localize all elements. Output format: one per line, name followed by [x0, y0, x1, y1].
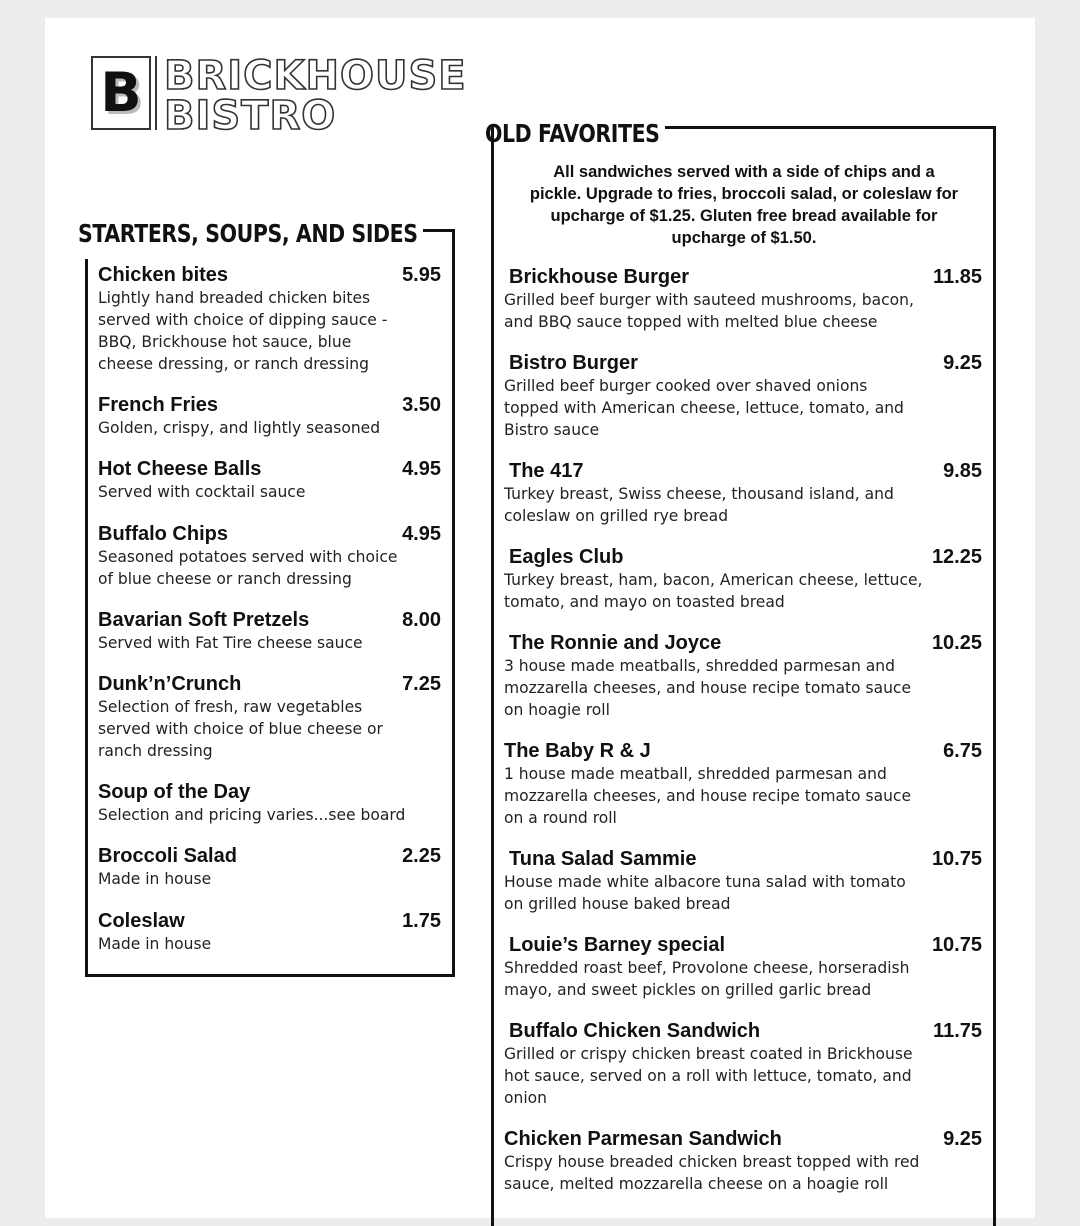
favorites-note [505, 161, 983, 249]
menu-item-price: 11.85 [933, 266, 982, 288]
menu-item-description: Grilled beef burger with sauteed mushrooms, bacon, [504, 290, 914, 309]
logo-mark-box [91, 56, 151, 130]
menu-item-description: Selection and pricing varies...see board [98, 805, 406, 824]
menu-page [45, 18, 1035, 1218]
menu-item-description: tomato, and mayo on toasted bread [504, 592, 785, 611]
logo-mark: B [100, 61, 142, 124]
menu-item-name: Soup of the Day [98, 781, 251, 803]
menu-item-description: Crispy house breaded chicken breast topped with red [504, 1152, 920, 1171]
favorites-note-line: pickle. Upgrade to fries, broccoli salad, or coleslaw for [529, 185, 959, 203]
menu-item [98, 781, 441, 826]
menu-item-description: mayo, and sweet pickles on grilled garlic bread [504, 980, 872, 999]
menu-item-header [504, 848, 982, 871]
menu-item-header [504, 546, 982, 569]
menu-item-name: Chicken bites [98, 264, 229, 286]
menu-item [98, 523, 441, 590]
menu-item-price: 9.85 [943, 460, 982, 482]
menu-item-name: French Fries [98, 394, 219, 416]
menu-item [98, 458, 441, 503]
menu-item-name: Tuna Salad Sammie [509, 848, 697, 870]
menu-item [504, 632, 982, 721]
menu-item [504, 1020, 982, 1109]
menu-item [504, 266, 982, 333]
menu-item-description: Bistro sauce [504, 420, 600, 439]
logo-divider [155, 56, 157, 130]
menu-item-description: Served with cocktail sauce [98, 482, 306, 501]
menu-item-description: House made white albacore tuna salad with tomato [504, 872, 906, 891]
menu-item-name: The 417 [509, 460, 584, 482]
menu-item-header [98, 910, 441, 933]
menu-item-header [504, 1020, 982, 1043]
menu-item-header [98, 264, 441, 287]
menu-item-price: 2.25 [402, 845, 441, 867]
menu-item-price: 10.75 [931, 848, 982, 870]
menu-item-header [504, 460, 982, 483]
menu-item-price: 9.25 [943, 352, 982, 374]
menu-item-header [504, 1128, 982, 1151]
menu-item [504, 1128, 982, 1195]
menu-item-header [504, 934, 982, 957]
menu-item-header [98, 523, 441, 546]
menu-item-description: hot sauce, served on a roll with lettuce, tomato, and [504, 1066, 912, 1085]
menu-item [504, 546, 982, 613]
menu-item-description: on grilled house baked bread [504, 894, 731, 913]
favorites-title: OLD FAVORITES [485, 119, 660, 148]
menu-item-description: onion [504, 1088, 547, 1107]
menu-item-header [504, 266, 982, 289]
menu-item-description: Seasoned potatoes served with choice [98, 547, 398, 566]
menu-item-description: Served with Fat Tire cheese sauce [98, 633, 363, 652]
menu-item-description: Shredded roast beef, Provolone cheese, horseradish [504, 958, 910, 977]
favorites-note-line: upcharge of $1.50. [671, 229, 817, 247]
menu-item-description: mozzarella cheeses, and house recipe tomato sauce [504, 786, 912, 805]
menu-item-description: Selection of fresh, raw vegetables [98, 697, 363, 716]
menu-item-description: ranch dressing [98, 741, 213, 760]
menu-item-description: topped with American cheese, lettuce, tomato, and [504, 398, 904, 417]
menu-item-name: Eagles Club [509, 546, 624, 568]
menu-item-header [98, 673, 441, 696]
menu-item-header [504, 352, 982, 375]
menu-item [98, 673, 441, 762]
menu-item-name: Buffalo Chicken Sandwich [509, 1020, 761, 1042]
menu-item-name: Chicken Parmesan Sandwich [504, 1128, 782, 1150]
starters-frame-corner [452, 229, 455, 261]
menu-item-name: The Baby R & J [504, 740, 651, 762]
menu-item-description: coleslaw on grilled rye bread [504, 506, 729, 525]
menu-item [98, 264, 441, 375]
favorites-note-line: All sandwiches served with a side of chips and a [553, 163, 935, 181]
favorites-note-line: upcharge of $1.25. Gluten free bread available for [550, 207, 938, 225]
starters-title: STARTERS, SOUPS, AND SIDES [78, 219, 418, 248]
menu-item [504, 740, 982, 829]
menu-item-description: Made in house [98, 934, 212, 953]
menu-item-name: Buffalo Chips [98, 523, 228, 545]
menu-item-description: mozzarella cheeses, and house recipe tomato sauce [504, 678, 912, 697]
menu-item-name: Louie’s Barney special [509, 934, 726, 956]
menu-item-description: served with choice of blue cheese or [98, 719, 383, 738]
starters-frame-top [423, 229, 455, 232]
menu-item-description: on a round roll [504, 808, 617, 827]
menu-item-price: 8.00 [402, 609, 441, 631]
menu-item-description: sauce, melted mozzarella cheese on a hoagie roll [504, 1174, 889, 1193]
menu-item-header [504, 632, 982, 655]
menu-item-description: Golden, crispy, and lightly seasoned [98, 418, 381, 437]
menu-item [98, 845, 441, 890]
menu-item [98, 910, 441, 955]
menu-item-price: 7.25 [402, 673, 441, 695]
menu-item-description: served with choice of dipping sauce - [98, 310, 388, 329]
menu-item-description: cheese dressing, or ranch dressing [98, 354, 369, 373]
menu-item-description: Made in house [98, 869, 212, 888]
logo-line-2: BISTRO [164, 93, 337, 139]
menu-item-price: 5.95 [402, 264, 441, 286]
menu-item-header [98, 394, 441, 417]
menu-item-description: 3 house made meatballs, shredded parmesan and [504, 656, 895, 675]
menu-item-header [98, 781, 441, 804]
menu-item-price: 1.75 [402, 910, 441, 932]
menu-item-name: Broccoli Salad [98, 845, 237, 867]
menu-item-price: 10.25 [931, 632, 982, 654]
menu-item-description: on hoagie roll [504, 700, 610, 719]
menu-item [504, 934, 982, 1001]
menu-item-name: Brickhouse Burger [509, 266, 690, 288]
menu-item-price: 4.95 [402, 458, 441, 480]
menu-item-description: Turkey breast, ham, bacon, American cheese, lettuce, [504, 570, 923, 589]
menu-item-header [98, 609, 441, 632]
menu-item-price: 10.75 [931, 934, 982, 956]
menu-item-description: Grilled or crispy chicken breast coated in Brickhouse [504, 1044, 913, 1063]
menu-item-price: 3.50 [402, 394, 441, 416]
menu-item [98, 394, 441, 439]
menu-item-description: BBQ, Brickhouse hot sauce, blue [98, 332, 352, 351]
menu-item-price: 11.75 [933, 1020, 982, 1042]
menu-item-name: Hot Cheese Balls [98, 458, 262, 480]
menu-item [504, 848, 982, 915]
menu-item-description: Grilled beef burger cooked over shaved onions [504, 376, 868, 395]
menu-item-name: Dunk’n’Crunch [98, 673, 242, 695]
menu-item-header [504, 740, 982, 763]
menu-item-description: of blue cheese or ranch dressing [98, 569, 352, 588]
menu-item-name: Coleslaw [98, 910, 185, 932]
menu-item-price: 12.25 [931, 546, 982, 568]
menu-item [98, 609, 441, 654]
menu-item-description: 1 house made meatball, shredded parmesan and [504, 764, 887, 783]
menu-item-price: 9.25 [943, 1128, 982, 1150]
menu-item-name: The Ronnie and Joyce [509, 632, 722, 654]
menu-item-name: Bavarian Soft Pretzels [98, 609, 310, 631]
menu-item-description: and BBQ sauce topped with melted blue cheese [504, 312, 878, 331]
menu-item-header [98, 458, 441, 481]
menu-item-header [98, 845, 441, 868]
menu-item-price: 6.75 [943, 740, 982, 762]
menu-item-name: Bistro Burger [509, 352, 638, 374]
menu-item-description: Turkey breast, Swiss cheese, thousand island, and [504, 484, 894, 503]
logo-line-1: BRICKHOUSE [164, 53, 467, 99]
menu-item [504, 352, 982, 441]
menu-item-price: 4.95 [402, 523, 441, 545]
menu-item [504, 460, 982, 527]
menu-item-description: Lightly hand breaded chicken bites [98, 288, 371, 307]
